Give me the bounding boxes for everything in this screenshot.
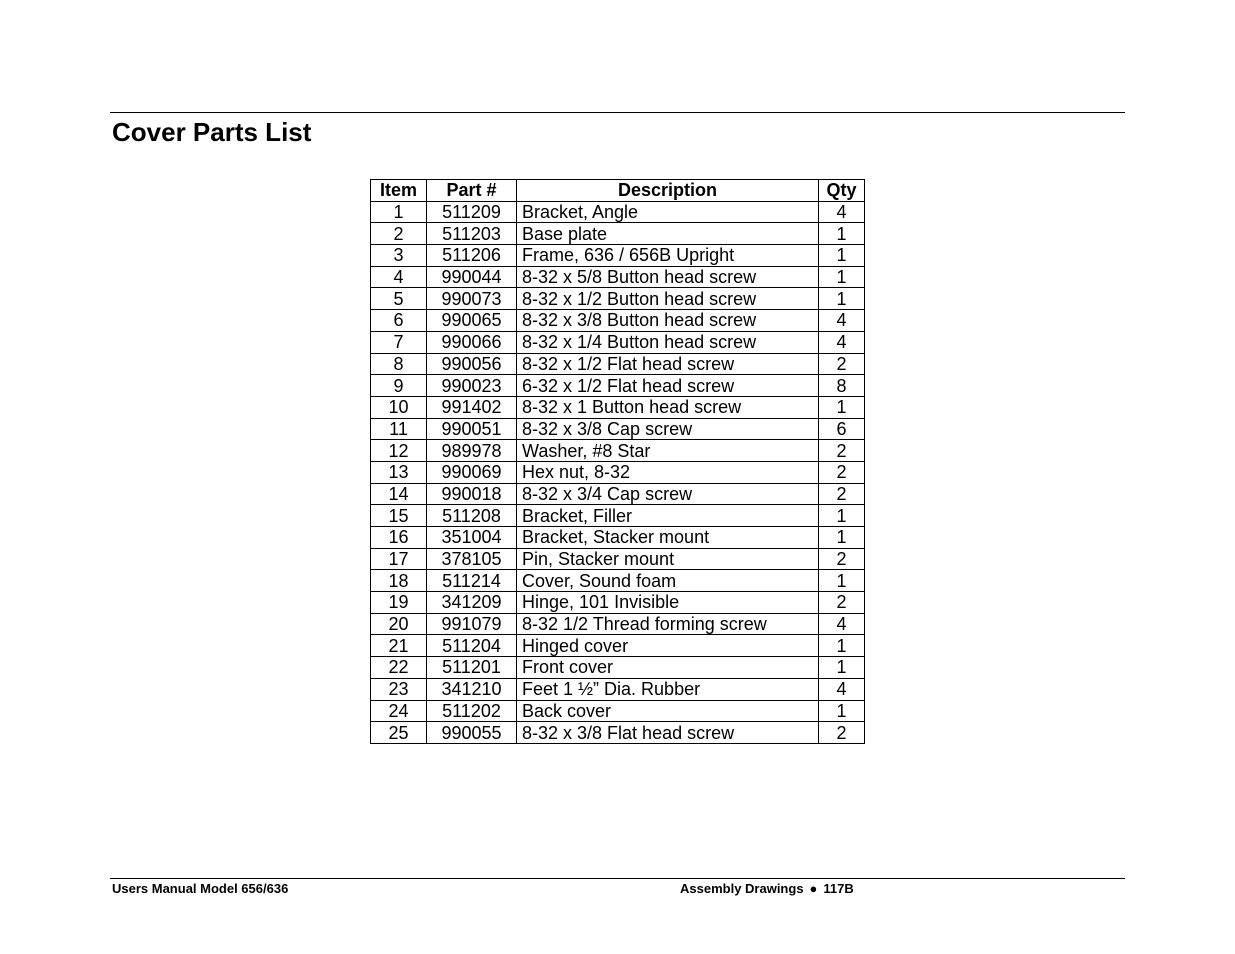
cell-item: 7 bbox=[371, 331, 427, 353]
footer-manual-title: Users Manual Model 656/636 bbox=[112, 881, 289, 896]
cell-item: 8 bbox=[371, 353, 427, 375]
cell-item: 17 bbox=[371, 548, 427, 570]
table-header-row bbox=[371, 180, 865, 202]
cell-part-number: 989978 bbox=[427, 440, 517, 462]
table-row bbox=[371, 310, 865, 332]
cell-item: 24 bbox=[371, 700, 427, 722]
cell-qty: 2 bbox=[819, 353, 865, 375]
cell-qty: 8 bbox=[819, 375, 865, 397]
cell-item: 20 bbox=[371, 613, 427, 635]
table-row bbox=[371, 592, 865, 614]
cell-part-number: 990044 bbox=[427, 266, 517, 288]
cell-part-number: 351004 bbox=[427, 527, 517, 549]
parts-table bbox=[370, 179, 865, 744]
cell-description: Frame, 636 / 656B Upright bbox=[517, 245, 819, 267]
cell-part-number: 511201 bbox=[427, 657, 517, 679]
table-row bbox=[371, 223, 865, 245]
cell-part-number: 990073 bbox=[427, 288, 517, 310]
table-row bbox=[371, 635, 865, 657]
cell-description: Hex nut, 8-32 bbox=[517, 461, 819, 483]
cell-qty: 1 bbox=[819, 570, 865, 592]
cell-qty: 6 bbox=[819, 418, 865, 440]
cell-description: Front cover bbox=[517, 657, 819, 679]
cell-description: Washer, #8 Star bbox=[517, 440, 819, 462]
table-row bbox=[371, 657, 865, 679]
cell-qty: 4 bbox=[819, 331, 865, 353]
cell-description: 8-32 x 1/2 Button head screw bbox=[517, 288, 819, 310]
cell-description: 8-32 1/2 Thread forming screw bbox=[517, 613, 819, 635]
cell-item: 21 bbox=[371, 635, 427, 657]
cell-part-number: 378105 bbox=[427, 548, 517, 570]
cell-description: 8-32 x 1/2 Flat head screw bbox=[517, 353, 819, 375]
table-row bbox=[371, 266, 865, 288]
table-row bbox=[371, 245, 865, 267]
table-row bbox=[371, 548, 865, 570]
cell-qty: 2 bbox=[819, 483, 865, 505]
cell-qty: 1 bbox=[819, 245, 865, 267]
cell-description: 8-32 x 3/8 Button head screw bbox=[517, 310, 819, 332]
cell-part-number: 511206 bbox=[427, 245, 517, 267]
cell-qty: 2 bbox=[819, 592, 865, 614]
cell-item: 4 bbox=[371, 266, 427, 288]
cell-part-number: 990056 bbox=[427, 353, 517, 375]
cell-item: 1 bbox=[371, 201, 427, 223]
cell-qty: 2 bbox=[819, 548, 865, 570]
cell-item: 11 bbox=[371, 418, 427, 440]
cell-part-number: 341209 bbox=[427, 592, 517, 614]
cell-item: 6 bbox=[371, 310, 427, 332]
cell-qty: 4 bbox=[819, 678, 865, 700]
cell-item: 15 bbox=[371, 505, 427, 527]
cell-description: 6-32 x 1/2 Flat head screw bbox=[517, 375, 819, 397]
cell-qty: 1 bbox=[819, 396, 865, 418]
table-row bbox=[371, 505, 865, 527]
cell-part-number: 990051 bbox=[427, 418, 517, 440]
cell-part-number: 990018 bbox=[427, 483, 517, 505]
cell-qty: 1 bbox=[819, 266, 865, 288]
cell-description: Cover, Sound foam bbox=[517, 570, 819, 592]
cell-qty: 4 bbox=[819, 310, 865, 332]
cell-description: Bracket, Filler bbox=[517, 505, 819, 527]
footer-rule bbox=[110, 878, 1125, 879]
footer-page-info bbox=[680, 881, 854, 896]
cell-item: 12 bbox=[371, 440, 427, 462]
cell-part-number: 341210 bbox=[427, 678, 517, 700]
cell-qty: 1 bbox=[819, 527, 865, 549]
table-row bbox=[371, 722, 865, 744]
page-title: Cover Parts List bbox=[112, 117, 312, 147]
cell-description: 8-32 x 5/8 Button head screw bbox=[517, 266, 819, 288]
table-row bbox=[371, 375, 865, 397]
table-row bbox=[371, 678, 865, 700]
parts-table-body bbox=[371, 201, 865, 743]
cell-qty: 2 bbox=[819, 440, 865, 462]
footer-page-number: 117B bbox=[823, 881, 854, 896]
cell-part-number: 991079 bbox=[427, 613, 517, 635]
cell-part-number: 511202 bbox=[427, 700, 517, 722]
cell-item: 9 bbox=[371, 375, 427, 397]
cell-description: Hinged cover bbox=[517, 635, 819, 657]
cell-description: 8-32 x 3/4 Cap screw bbox=[517, 483, 819, 505]
table-row bbox=[371, 461, 865, 483]
cell-qty: 1 bbox=[819, 657, 865, 679]
cell-item: 13 bbox=[371, 461, 427, 483]
cell-part-number: 990069 bbox=[427, 461, 517, 483]
cell-item: 5 bbox=[371, 288, 427, 310]
cell-item: 16 bbox=[371, 527, 427, 549]
table-row bbox=[371, 288, 865, 310]
cell-qty: 2 bbox=[819, 461, 865, 483]
table-row bbox=[371, 418, 865, 440]
cell-part-number: 990055 bbox=[427, 722, 517, 744]
cell-description: Base plate bbox=[517, 223, 819, 245]
footer-bullet: ● bbox=[809, 881, 818, 896]
column-header-qty: Qty bbox=[819, 180, 865, 202]
column-header-part: Part # bbox=[427, 180, 517, 202]
cell-description: 8-32 x 1 Button head screw bbox=[517, 396, 819, 418]
cell-item: 25 bbox=[371, 722, 427, 744]
cell-item: 18 bbox=[371, 570, 427, 592]
cell-item: 22 bbox=[371, 657, 427, 679]
table-row bbox=[371, 201, 865, 223]
column-header-description: Description bbox=[517, 180, 819, 202]
cell-description: 8-32 x 3/8 Cap screw bbox=[517, 418, 819, 440]
cell-qty: 1 bbox=[819, 505, 865, 527]
table-row bbox=[371, 700, 865, 722]
table-row bbox=[371, 527, 865, 549]
table-row bbox=[371, 440, 865, 462]
table-row bbox=[371, 331, 865, 353]
cell-qty: 1 bbox=[819, 635, 865, 657]
cell-description: Bracket, Angle bbox=[517, 201, 819, 223]
cell-part-number: 990065 bbox=[427, 310, 517, 332]
cell-qty: 4 bbox=[819, 201, 865, 223]
cell-qty: 4 bbox=[819, 613, 865, 635]
table-row bbox=[371, 483, 865, 505]
cell-item: 14 bbox=[371, 483, 427, 505]
cell-description: Back cover bbox=[517, 700, 819, 722]
cell-part-number: 990023 bbox=[427, 375, 517, 397]
cell-part-number: 511204 bbox=[427, 635, 517, 657]
cell-item: 2 bbox=[371, 223, 427, 245]
table-row bbox=[371, 353, 865, 375]
cell-part-number: 511203 bbox=[427, 223, 517, 245]
table-row bbox=[371, 613, 865, 635]
cell-description: Pin, Stacker mount bbox=[517, 548, 819, 570]
column-header-item: Item bbox=[371, 180, 427, 202]
cell-item: 19 bbox=[371, 592, 427, 614]
cell-part-number: 511214 bbox=[427, 570, 517, 592]
cell-item: 10 bbox=[371, 396, 427, 418]
cell-part-number: 511208 bbox=[427, 505, 517, 527]
cell-qty: 2 bbox=[819, 722, 865, 744]
cell-qty: 1 bbox=[819, 700, 865, 722]
cell-description: 8-32 x 1/4 Button head screw bbox=[517, 331, 819, 353]
cell-part-number: 990066 bbox=[427, 331, 517, 353]
table-row bbox=[371, 396, 865, 418]
cell-item: 3 bbox=[371, 245, 427, 267]
header-rule bbox=[110, 112, 1125, 113]
cell-part-number: 991402 bbox=[427, 396, 517, 418]
cell-qty: 1 bbox=[819, 223, 865, 245]
cell-qty: 1 bbox=[819, 288, 865, 310]
cell-description: Bracket, Stacker mount bbox=[517, 527, 819, 549]
table-row bbox=[371, 570, 865, 592]
footer-section: Assembly Drawings bbox=[680, 881, 804, 896]
cell-description: Feet 1 ½” Dia. Rubber bbox=[517, 678, 819, 700]
cell-item: 23 bbox=[371, 678, 427, 700]
cell-description: Hinge, 101 Invisible bbox=[517, 592, 819, 614]
cell-part-number: 511209 bbox=[427, 201, 517, 223]
cell-description: 8-32 x 3/8 Flat head screw bbox=[517, 722, 819, 744]
